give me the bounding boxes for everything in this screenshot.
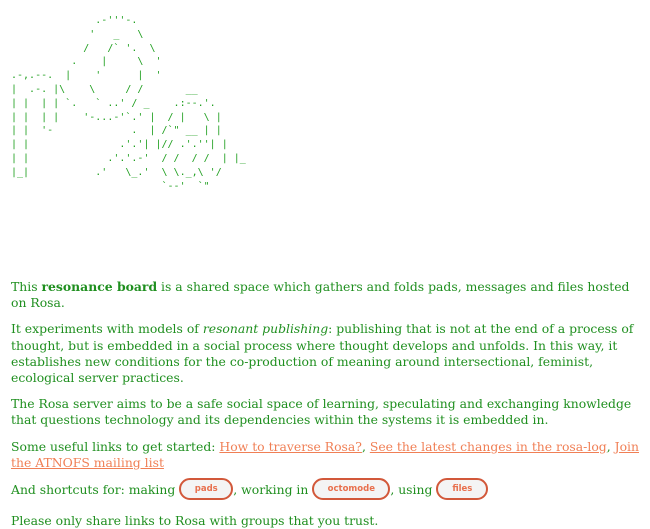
useful-links-paragraph: [11, 439, 641, 471]
shortcuts-mid-text: , working in: [233, 482, 313, 498]
experiments-paragraph: [11, 321, 641, 386]
intro-paragraph: [11, 279, 641, 311]
intro-suffix: is a shared space which gathers and folds pads, messages and files hosted on Rosa.: [11, 279, 630, 311]
rosa-log-link[interactable]: See the latest changes in the rosa-log: [369, 438, 607, 454]
links-separator: ,: [361, 438, 370, 454]
intro-bold-term: resonance board: [41, 279, 158, 294]
shortcuts-mid-text: , using: [390, 482, 437, 498]
shortcuts-prefix: And shortcuts for: making: [11, 482, 180, 498]
trust-note: Please only share links to Rosa with groups that you trust.: [11, 513, 379, 529]
experiments-italic-term: resonant publishing: [202, 321, 329, 337]
board-description: [11, 279, 641, 529]
experiments-suffix: : publishing that is not at the end of a process of thought, but is embedded in a social process where thought develops and unfolds. In this way, it establishes new conditions for the co-production of meaning around intersectional, feminist, ecological server practices.: [11, 321, 634, 386]
links-prefix: Some useful links to get started:: [11, 438, 220, 454]
rosa-ascii-logo: .-'''-. ' _ \ / /` '. \ . | \ ' .-,.--. | ' | ' | .-. |\ \ / / __ | | | | `. ` ..' / _ .:--.'. | | | | '-...-'`.' | / | \ | | | '- . | /`" __ | | | | .'.'| |// .'.''| | | | .'.'.-' / / / / | |_ |_| .' \_.' \ \._,\ '/ `--' `": [11, 15, 246, 192]
server-aims-paragraph: The Rosa server aims to be a safe social space of learning, speculating and exchanging knowledge that questions technology and its dependencies within the systems it is embedded in.: [11, 396, 632, 428]
experiments-prefix: It experiments with models of: [11, 321, 203, 337]
atnofs-mailing-list-link[interactable]: Join the ATNOFS mailing list: [11, 438, 639, 470]
links-separator: ,: [606, 438, 615, 454]
pads-button[interactable]: pads: [179, 478, 233, 500]
intro-prefix: This: [11, 279, 42, 294]
shortcuts-paragraph: [11, 481, 641, 500]
octomode-button[interactable]: octomode: [312, 478, 390, 500]
traverse-rosa-link[interactable]: How to traverse Rosa?: [219, 438, 362, 454]
files-button[interactable]: files: [436, 478, 488, 500]
